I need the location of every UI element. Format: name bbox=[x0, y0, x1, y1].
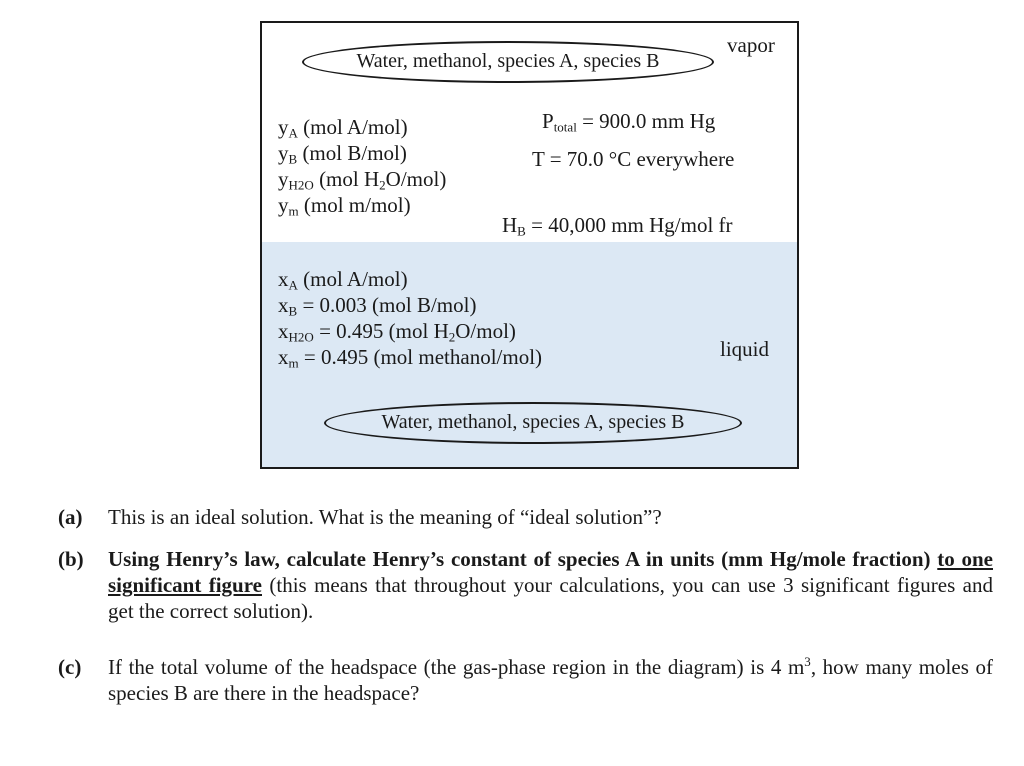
var-xm: $x_m = 0.495$ (mol methanol/mol) bbox=[278, 345, 543, 371]
question-c-label: (c) bbox=[58, 655, 82, 679]
liquid-components-ellipse bbox=[324, 402, 742, 444]
question-c bbox=[58, 654, 993, 706]
liquid-components-text: Water, methanol, species A, species B bbox=[381, 411, 685, 433]
question-b-text: Using Henry’s law, calculate Henry’s constant of species A in units (mm Hg/mole fraction) to one significant figure (this means that throughout your calculations, you can use 3 significant figures and get the correct solution). bbox=[108, 547, 993, 623]
var-xA: $x_A$ (mol A/mol) bbox=[278, 267, 408, 293]
henry-constant-B: $H_B = 40,000$ mm Hg/mol fr bbox=[502, 213, 733, 239]
question-b bbox=[58, 546, 993, 624]
question-b-label: (b) bbox=[58, 547, 84, 571]
temperature: T = 70.0 °C everywhere bbox=[532, 147, 735, 171]
question-a-text: This is an ideal solution. What is the meaning of “ideal solution”? bbox=[108, 505, 662, 529]
question-c-text: If the total volume of the headspace (the gas-phase region in the diagram) is 4 $m^3$, how many moles of species B are there in the headspace? bbox=[108, 654, 993, 705]
var-xB: $x_B = 0.003$ (mol B/mol) bbox=[278, 293, 477, 319]
total-pressure: $P_{total} = 900.0$ mm Hg bbox=[542, 109, 716, 135]
var-yH2O: $y_{H2O}$ (mol $H_2O/mol$) bbox=[278, 167, 447, 193]
vapor-label: vapor bbox=[727, 33, 775, 57]
var-yA: $y_A$ (mol A/mol) bbox=[278, 115, 408, 141]
var-xH2O: $x_{H2O} = 0.495$ (mol $H_2O/mol$) bbox=[278, 319, 516, 345]
question-a bbox=[58, 504, 993, 530]
var-ym: $y_m$ (mol m/mol) bbox=[278, 193, 411, 219]
liquid-label: liquid bbox=[720, 337, 770, 361]
question-a-label: (a) bbox=[58, 505, 83, 529]
vapor-components-text: Water, methanol, species A, species B bbox=[356, 50, 660, 72]
vapor-components-ellipse bbox=[302, 41, 714, 83]
phase-diagram bbox=[260, 21, 799, 469]
question-b-emphasis: to one significant figure bbox=[108, 547, 993, 597]
var-yB: $y_B$ (mol B/mol) bbox=[278, 141, 407, 167]
